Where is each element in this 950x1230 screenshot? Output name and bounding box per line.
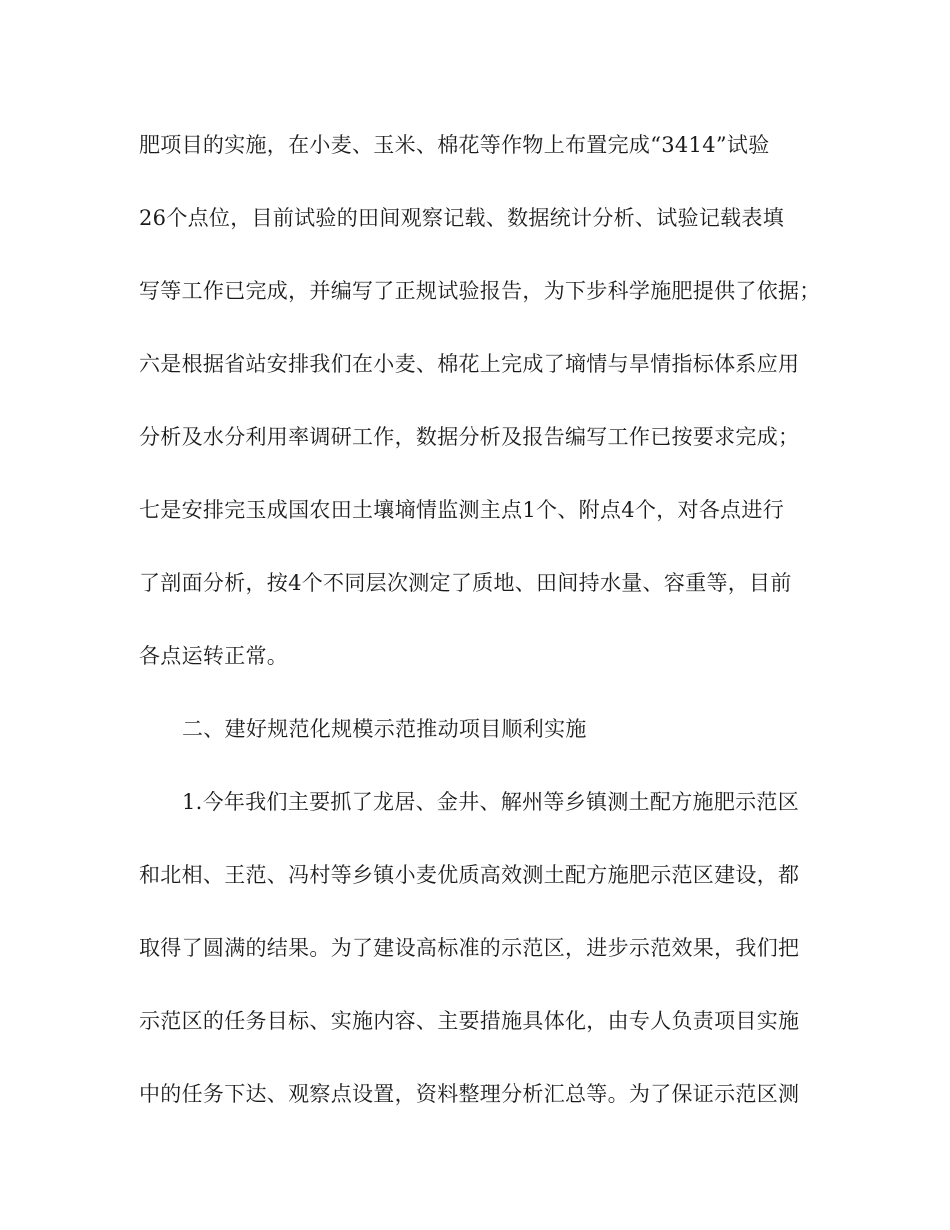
body-text-line: 取得了圆满的结果。为了建设高标准的示范区，进步示范效果，我们把 (139, 936, 800, 960)
body-text-line: 分析及水分利用率调研工作，数据分析及报告编写工作已按要求完成； (139, 425, 800, 449)
body-text-line: 各点运转正常。 (139, 644, 289, 668)
body-text-line: 六是根据省站安排我们在小麦、棉花上完成了墒情与旱情指标体系应用 (139, 352, 800, 376)
body-text-line: 了剖面分析，按4个不同层次测定了质地、田间持水量、容重等，目前 (139, 571, 792, 595)
section-heading: 二、建好规范化规模示范推动项目顺利实施 (182, 717, 587, 741)
body-text-line: 1.今年我们主要抓了龙居、金井、解州等乡镇测土配方施肥示范区 (182, 790, 800, 814)
body-text-line: 示范区的任务目标、实施内容、主要措施具体化，由专人负责项目实施 (139, 1009, 800, 1033)
body-text-line: 七是安排完玉成国农田土壤墒情监测主点1个、附点4个，对各点进行 (139, 498, 785, 522)
body-text-line: 中的任务下达、观察点设置，资料整理分析汇总等。为了保证示范区测 (139, 1082, 800, 1106)
body-text-line: 26个点位，目前试验的田间观察记载、数据统计分析、试验记载表填 (139, 206, 785, 230)
body-text-line: 肥项目的实施，在小麦、玉米、棉花等作物上布置完成“3414”试验 (139, 133, 770, 157)
body-text-line: 写等工作已完成，并编写了正规试验报告，为下步科学施肥提供了依据； (139, 279, 821, 303)
body-text-line: 和北相、王范、冯村等乡镇小麦优质高效测土配方施肥示范区建设，都 (139, 863, 800, 887)
